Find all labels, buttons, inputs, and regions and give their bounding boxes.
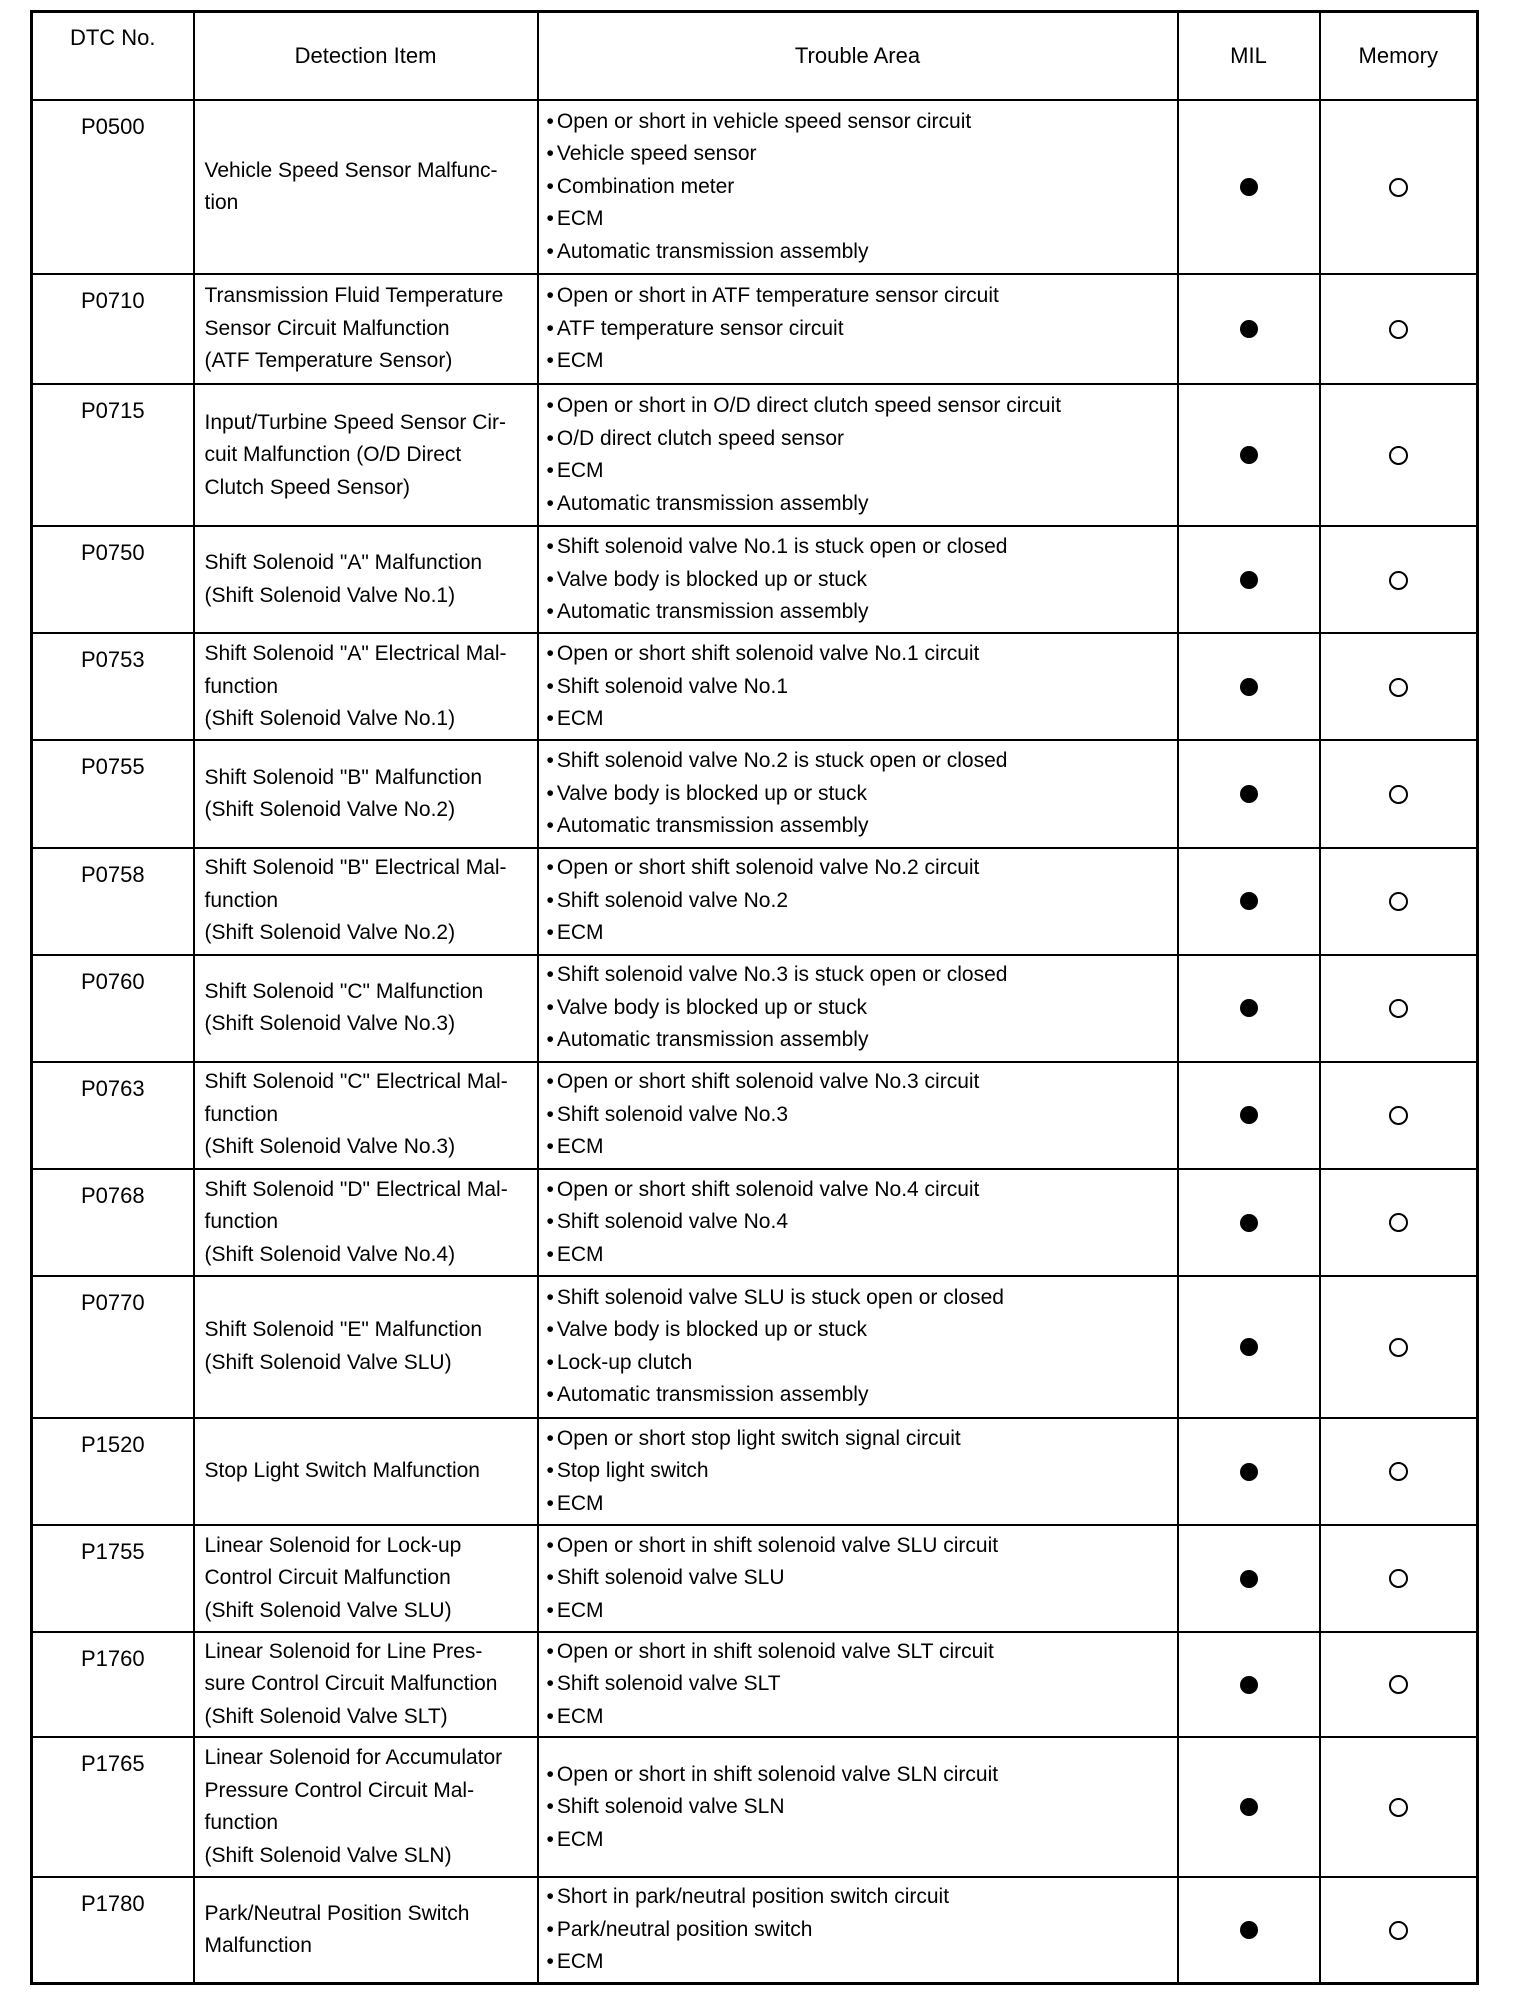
- trouble-area-item: • Open or short in shift solenoid valve SLU circuit: [547, 1530, 1177, 1563]
- detection-item: [194, 740, 538, 847]
- memory-open-circle-icon: [1389, 1213, 1408, 1232]
- mil-filled-circle-icon: [1240, 1463, 1258, 1481]
- detection-item-line: Linear Solenoid for Lock-up: [204, 1533, 462, 1557]
- detection-item-line: Shift Solenoid "A" Malfunction: [204, 551, 483, 575]
- trouble-area-item: • Shift solenoid valve No.2: [547, 885, 1177, 918]
- detection-item-line: Shift Solenoid "C" Electrical Mal-: [204, 1070, 508, 1094]
- table-row: [32, 1877, 1478, 1983]
- detection-item-line: Stop Light Switch Malfunction: [204, 1459, 480, 1483]
- trouble-area-item: • ECM: [547, 1488, 1177, 1521]
- dtc-code: P1765: [32, 1737, 194, 1877]
- table-row: [32, 1632, 1478, 1737]
- mil-cell: [1178, 100, 1320, 274]
- trouble-area: [538, 1169, 1178, 1276]
- mil-filled-circle-icon: [1240, 785, 1258, 803]
- memory-cell: [1320, 633, 1478, 740]
- trouble-area-item: • Open or short in ATF temperature sensor circuit: [547, 280, 1177, 313]
- table-row: [32, 1737, 1478, 1877]
- trouble-area-list: [547, 1174, 1177, 1272]
- header-memory: Memory: [1320, 12, 1478, 101]
- mil-cell: [1178, 1525, 1320, 1632]
- trouble-area-list: [547, 745, 1177, 843]
- trouble-area-item: • Combination meter: [547, 171, 1177, 204]
- trouble-area-list: [547, 959, 1177, 1057]
- detection-item-line: (ATF Temperature Sensor): [204, 349, 453, 373]
- mil-filled-circle-icon: [1240, 320, 1258, 338]
- memory-cell: [1320, 1276, 1478, 1418]
- detection-item-line: Shift Solenoid "C" Malfunction: [204, 979, 484, 1003]
- mil-filled-circle-icon: [1240, 1106, 1258, 1124]
- memory-cell: [1320, 274, 1478, 384]
- memory-open-circle-icon: [1389, 446, 1408, 465]
- detection-item-line: Malfunction: [204, 1934, 312, 1958]
- detection-item-line: Shift Solenoid "E" Malfunction: [204, 1318, 483, 1342]
- mil-filled-circle-icon: [1240, 892, 1258, 910]
- memory-cell: [1320, 1525, 1478, 1632]
- memory-open-circle-icon: [1389, 892, 1408, 911]
- dtc-code: P0755: [32, 740, 194, 847]
- detection-item: [194, 274, 538, 384]
- detection-item-line: Shift Solenoid "B" Electrical Mal-: [204, 856, 507, 880]
- dtc-code: P0710: [32, 274, 194, 384]
- detection-item: [194, 100, 538, 274]
- memory-cell: [1320, 1418, 1478, 1525]
- mil-filled-circle-icon: [1240, 1921, 1258, 1939]
- mil-cell: [1178, 848, 1320, 955]
- mil-filled-circle-icon: [1240, 999, 1258, 1017]
- mil-filled-circle-icon: [1240, 446, 1258, 464]
- dtc-code: P0763: [32, 1062, 194, 1169]
- detection-item: [194, 848, 538, 955]
- trouble-area-list: [547, 280, 1177, 378]
- trouble-area-list: [547, 1881, 1177, 1979]
- detection-item-line: (Shift Solenoid Valve No.2): [204, 921, 456, 945]
- detection-item-line: function: [204, 1210, 279, 1234]
- detection-item: [194, 384, 538, 526]
- mil-filled-circle-icon: [1240, 678, 1258, 696]
- trouble-area: [538, 1525, 1178, 1632]
- memory-cell: [1320, 100, 1478, 274]
- memory-cell: [1320, 1632, 1478, 1737]
- trouble-area-list: [547, 1530, 1177, 1628]
- trouble-area-item: • Valve body is blocked up or stuck: [547, 992, 1177, 1025]
- dtc-code: P1780: [32, 1877, 194, 1983]
- detection-item-line: (Shift Solenoid Valve No.3): [204, 1012, 456, 1036]
- trouble-area-item: • ECM: [547, 1824, 1177, 1857]
- trouble-area-item: • Automatic transmission assembly: [547, 1379, 1177, 1412]
- detection-item-line: (Shift Solenoid Valve No.4): [204, 1242, 456, 1266]
- detection-item-line: Sensor Circuit Malfunction: [204, 316, 450, 340]
- header-row: [32, 12, 1478, 101]
- table-row: [32, 633, 1478, 740]
- detection-item-line: Shift Solenoid "A" Electrical Mal-: [204, 642, 507, 666]
- table-row: [32, 526, 1478, 633]
- trouble-area-list: [547, 1282, 1177, 1412]
- memory-cell: [1320, 848, 1478, 955]
- header-trouble-area: Trouble Area: [538, 12, 1178, 101]
- memory-cell: [1320, 1737, 1478, 1877]
- dtc-code: P0715: [32, 384, 194, 526]
- trouble-area-item: • O/D direct clutch speed sensor: [547, 423, 1177, 456]
- dtc-code: P0768: [32, 1169, 194, 1276]
- trouble-area: [538, 955, 1178, 1062]
- memory-cell: [1320, 384, 1478, 526]
- detection-item-line: function: [204, 674, 279, 698]
- table-row: [32, 274, 1478, 384]
- trouble-area-item: • Shift solenoid valve No.4: [547, 1206, 1177, 1239]
- detection-item-line: (Shift Solenoid Valve No.2): [204, 798, 456, 821]
- trouble-area-list: [547, 1423, 1177, 1521]
- detection-item-line: (Shift Solenoid Valve SLT): [204, 1704, 448, 1728]
- header-dtc-no: DTC No.: [32, 12, 194, 101]
- detection-item-line: (Shift Solenoid Valve SLU): [204, 1598, 452, 1622]
- header-mil: MIL: [1178, 12, 1320, 101]
- detection-item-line: sure Control Circuit Malfunction: [204, 1672, 498, 1696]
- mil-cell: [1178, 955, 1320, 1062]
- trouble-area: [538, 526, 1178, 633]
- dtc-code: P1520: [32, 1418, 194, 1525]
- memory-open-circle-icon: [1389, 678, 1408, 697]
- mil-filled-circle-icon: [1240, 1798, 1258, 1816]
- detection-item: [194, 1169, 538, 1276]
- dtc-code: P0770: [32, 1276, 194, 1418]
- trouble-area-item: • Open or short shift solenoid valve No.1 circuit: [547, 638, 1177, 671]
- trouble-area: [538, 848, 1178, 955]
- mil-cell: [1178, 274, 1320, 384]
- table-row: [32, 740, 1478, 847]
- trouble-area-item: • Automatic transmission assembly: [547, 236, 1177, 269]
- memory-open-circle-icon: [1389, 1798, 1408, 1817]
- table-row: [32, 100, 1478, 274]
- dtc-code: P0500: [32, 100, 194, 274]
- detection-item-line: Input/Turbine Speed Sensor Cir-: [204, 410, 507, 434]
- detection-item: [194, 955, 538, 1062]
- mil-cell: [1178, 1169, 1320, 1276]
- detection-item: [194, 526, 538, 633]
- trouble-area-item: • Park/neutral position switch: [547, 1914, 1177, 1947]
- trouble-area: [538, 633, 1178, 740]
- detection-item-line: (Shift Solenoid Valve SLU): [204, 1350, 452, 1374]
- memory-open-circle-icon: [1389, 178, 1408, 197]
- table-row: [32, 1276, 1478, 1418]
- trouble-area-item: • ECM: [547, 1701, 1177, 1734]
- detection-item: [194, 1276, 538, 1418]
- memory-open-circle-icon: [1389, 1921, 1408, 1940]
- mil-filled-circle-icon: [1240, 1676, 1258, 1694]
- trouble-area-item: • Automatic transmission assembly: [547, 1024, 1177, 1057]
- trouble-area-list: [547, 390, 1177, 520]
- mil-cell: [1178, 384, 1320, 526]
- memory-open-circle-icon: [1389, 1462, 1408, 1481]
- detection-item-line: Park/Neutral Position Switch: [204, 1901, 470, 1925]
- trouble-area-item: • Automatic transmission assembly: [547, 596, 1177, 629]
- mil-filled-circle-icon: [1240, 1570, 1258, 1588]
- dtc-code: P0750: [32, 526, 194, 633]
- mil-cell: [1178, 633, 1320, 740]
- dtc-table: [30, 10, 1479, 1985]
- dtc-code: P0758: [32, 848, 194, 955]
- trouble-area-item: • Open or short in O/D direct clutch speed sensor circuit: [547, 390, 1177, 423]
- trouble-area-item: • Valve body is blocked up or stuck: [547, 778, 1177, 811]
- trouble-area-item: • Valve body is blocked up or stuck: [547, 564, 1177, 597]
- memory-open-circle-icon: [1389, 999, 1408, 1018]
- trouble-area-item: • ECM: [547, 1946, 1177, 1979]
- mil-cell: [1178, 1062, 1320, 1169]
- detection-item-line: Shift Solenoid "B" Malfunction: [204, 765, 483, 789]
- trouble-area-item: • Automatic transmission assembly: [547, 488, 1177, 521]
- trouble-area-item: • Shift solenoid valve SLU: [547, 1562, 1177, 1595]
- memory-open-circle-icon: [1389, 1338, 1408, 1357]
- trouble-area: [538, 1632, 1178, 1737]
- mil-cell: [1178, 1877, 1320, 1983]
- trouble-area-item: • Valve body is blocked up or stuck: [547, 1314, 1177, 1347]
- mil-cell: [1178, 1737, 1320, 1877]
- detection-item: [194, 1632, 538, 1737]
- memory-open-circle-icon: [1389, 1675, 1408, 1694]
- detection-item: [194, 1062, 538, 1169]
- trouble-area-item: • Shift solenoid valve No.3 is stuck open or closed: [547, 959, 1177, 992]
- mil-filled-circle-icon: [1240, 1214, 1258, 1232]
- mil-filled-circle-icon: [1240, 1338, 1258, 1356]
- trouble-area-item: • Open or short in vehicle speed sensor circuit: [547, 106, 1177, 139]
- trouble-area-list: [547, 531, 1177, 629]
- trouble-area: [538, 1877, 1178, 1983]
- trouble-area: [538, 100, 1178, 274]
- trouble-area-list: [547, 638, 1177, 736]
- memory-cell: [1320, 1062, 1478, 1169]
- detection-item-line: Control Circuit Malfunction: [204, 1566, 451, 1590]
- trouble-area-item: • ECM: [547, 455, 1177, 488]
- trouble-area-item: • ECM: [547, 703, 1177, 736]
- detection-item-line: (Shift Solenoid Valve No.1): [204, 707, 456, 731]
- trouble-area: [538, 274, 1178, 384]
- memory-cell: [1320, 955, 1478, 1062]
- mil-cell: [1178, 1418, 1320, 1525]
- detection-item-line: Shift Solenoid "D" Electrical Mal-: [204, 1177, 508, 1201]
- detection-item-line: Linear Solenoid for Accumulator: [204, 1746, 503, 1770]
- trouble-area-item: • ECM: [547, 1239, 1177, 1272]
- trouble-area-item: • Shift solenoid valve SLN: [547, 1791, 1177, 1824]
- table-row: [32, 1062, 1478, 1169]
- memory-cell: [1320, 740, 1478, 847]
- trouble-area: [538, 1276, 1178, 1418]
- trouble-area-item: • Shift solenoid valve No.2 is stuck open or closed: [547, 745, 1177, 778]
- mil-cell: [1178, 1632, 1320, 1737]
- table-row: [32, 955, 1478, 1062]
- detection-item: [194, 1737, 538, 1877]
- detection-item: [194, 1525, 538, 1632]
- detection-item: [194, 1877, 538, 1983]
- memory-open-circle-icon: [1389, 320, 1408, 339]
- trouble-area: [538, 1418, 1178, 1525]
- trouble-area-item: • Open or short in shift solenoid valve SLT circuit: [547, 1636, 1177, 1669]
- table-body: [32, 100, 1478, 1984]
- detection-item-line: function: [204, 1811, 279, 1835]
- detection-item-line: Pressure Control Circuit Mal-: [204, 1778, 475, 1802]
- trouble-area-item: • Automatic transmission assembly: [547, 810, 1177, 843]
- dtc-code: P1760: [32, 1632, 194, 1737]
- trouble-area-list: [547, 852, 1177, 950]
- trouble-area-item: • Shift solenoid valve SLU is stuck open or closed: [547, 1282, 1177, 1315]
- trouble-area-list: [547, 106, 1177, 269]
- mil-filled-circle-icon: [1240, 178, 1258, 196]
- trouble-area-item: • ATF temperature sensor circuit: [547, 313, 1177, 346]
- memory-open-circle-icon: [1389, 571, 1408, 590]
- detection-item-line: Clutch Speed Sensor): [204, 475, 410, 499]
- detection-item-line: cuit Malfunction (O/D Direct: [204, 443, 462, 466]
- trouble-area: [538, 1737, 1178, 1877]
- detection-item-line: (Shift Solenoid Valve No.1): [204, 583, 456, 607]
- memory-cell: [1320, 1877, 1478, 1983]
- table-row: [32, 1169, 1478, 1276]
- trouble-area-list: [547, 1066, 1177, 1164]
- detection-item: [194, 633, 538, 740]
- trouble-area: [538, 1062, 1178, 1169]
- table-row: [32, 1525, 1478, 1632]
- dtc-code: P1755: [32, 1525, 194, 1632]
- memory-open-circle-icon: [1389, 1569, 1408, 1588]
- trouble-area: [538, 740, 1178, 847]
- trouble-area-list: [547, 1636, 1177, 1734]
- header-detection-item: Detection Item: [194, 12, 538, 101]
- trouble-area-item: • ECM: [547, 917, 1177, 950]
- mil-filled-circle-icon: [1240, 571, 1258, 589]
- trouble-area-item: • Vehicle speed sensor: [547, 138, 1177, 171]
- detection-item-line: Vehicle Speed Sensor Malfunc-: [204, 158, 498, 182]
- memory-open-circle-icon: [1389, 1106, 1408, 1125]
- trouble-area: [538, 384, 1178, 526]
- trouble-area-list: [547, 1759, 1177, 1857]
- trouble-area-item: • Open or short shift solenoid valve No.4 circuit: [547, 1174, 1177, 1207]
- trouble-area-item: • Shift solenoid valve No.1 is stuck open or closed: [547, 531, 1177, 564]
- detection-item-line: (Shift Solenoid Valve No.3): [204, 1135, 456, 1159]
- trouble-area-item: • Stop light switch: [547, 1455, 1177, 1488]
- trouble-area-item: • Open or short in shift solenoid valve SLN circuit: [547, 1759, 1177, 1792]
- trouble-area-item: • ECM: [547, 345, 1177, 378]
- trouble-area-item: • Short in park/neutral position switch circuit: [547, 1881, 1177, 1914]
- detection-item-line: Linear Solenoid for Line Pres-: [204, 1639, 483, 1663]
- memory-open-circle-icon: [1389, 785, 1408, 804]
- memory-cell: [1320, 1169, 1478, 1276]
- detection-item: [194, 1418, 538, 1525]
- trouble-area-item: • Open or short stop light switch signal circuit: [547, 1423, 1177, 1456]
- table-row: [32, 848, 1478, 955]
- memory-cell: [1320, 526, 1478, 633]
- detection-item-line: (Shift Solenoid Valve SLN): [204, 1843, 452, 1867]
- trouble-area-item: • Shift solenoid valve No.1: [547, 671, 1177, 704]
- trouble-area-item: • ECM: [547, 1595, 1177, 1628]
- trouble-area-item: • Shift solenoid valve No.3: [547, 1099, 1177, 1132]
- detection-item-line: Transmission Fluid Temperature: [204, 284, 504, 308]
- table-row: [32, 384, 1478, 526]
- mil-cell: [1178, 526, 1320, 633]
- mil-cell: [1178, 740, 1320, 847]
- dtc-code: P0760: [32, 955, 194, 1062]
- detection-item-line: function: [204, 1102, 279, 1126]
- table-row: [32, 1418, 1478, 1525]
- trouble-area-item: • Open or short shift solenoid valve No.2 circuit: [547, 852, 1177, 885]
- trouble-area-item: • Shift solenoid valve SLT: [547, 1668, 1177, 1701]
- detection-item-line: tion: [204, 191, 239, 215]
- trouble-area-item: • Open or short shift solenoid valve No.3 circuit: [547, 1066, 1177, 1099]
- trouble-area-item: • ECM: [547, 1131, 1177, 1164]
- mil-cell: [1178, 1276, 1320, 1418]
- trouble-area-item: • Lock-up clutch: [547, 1347, 1177, 1380]
- detection-item-line: function: [204, 888, 279, 912]
- trouble-area-item: • ECM: [547, 203, 1177, 236]
- dtc-code: P0753: [32, 633, 194, 740]
